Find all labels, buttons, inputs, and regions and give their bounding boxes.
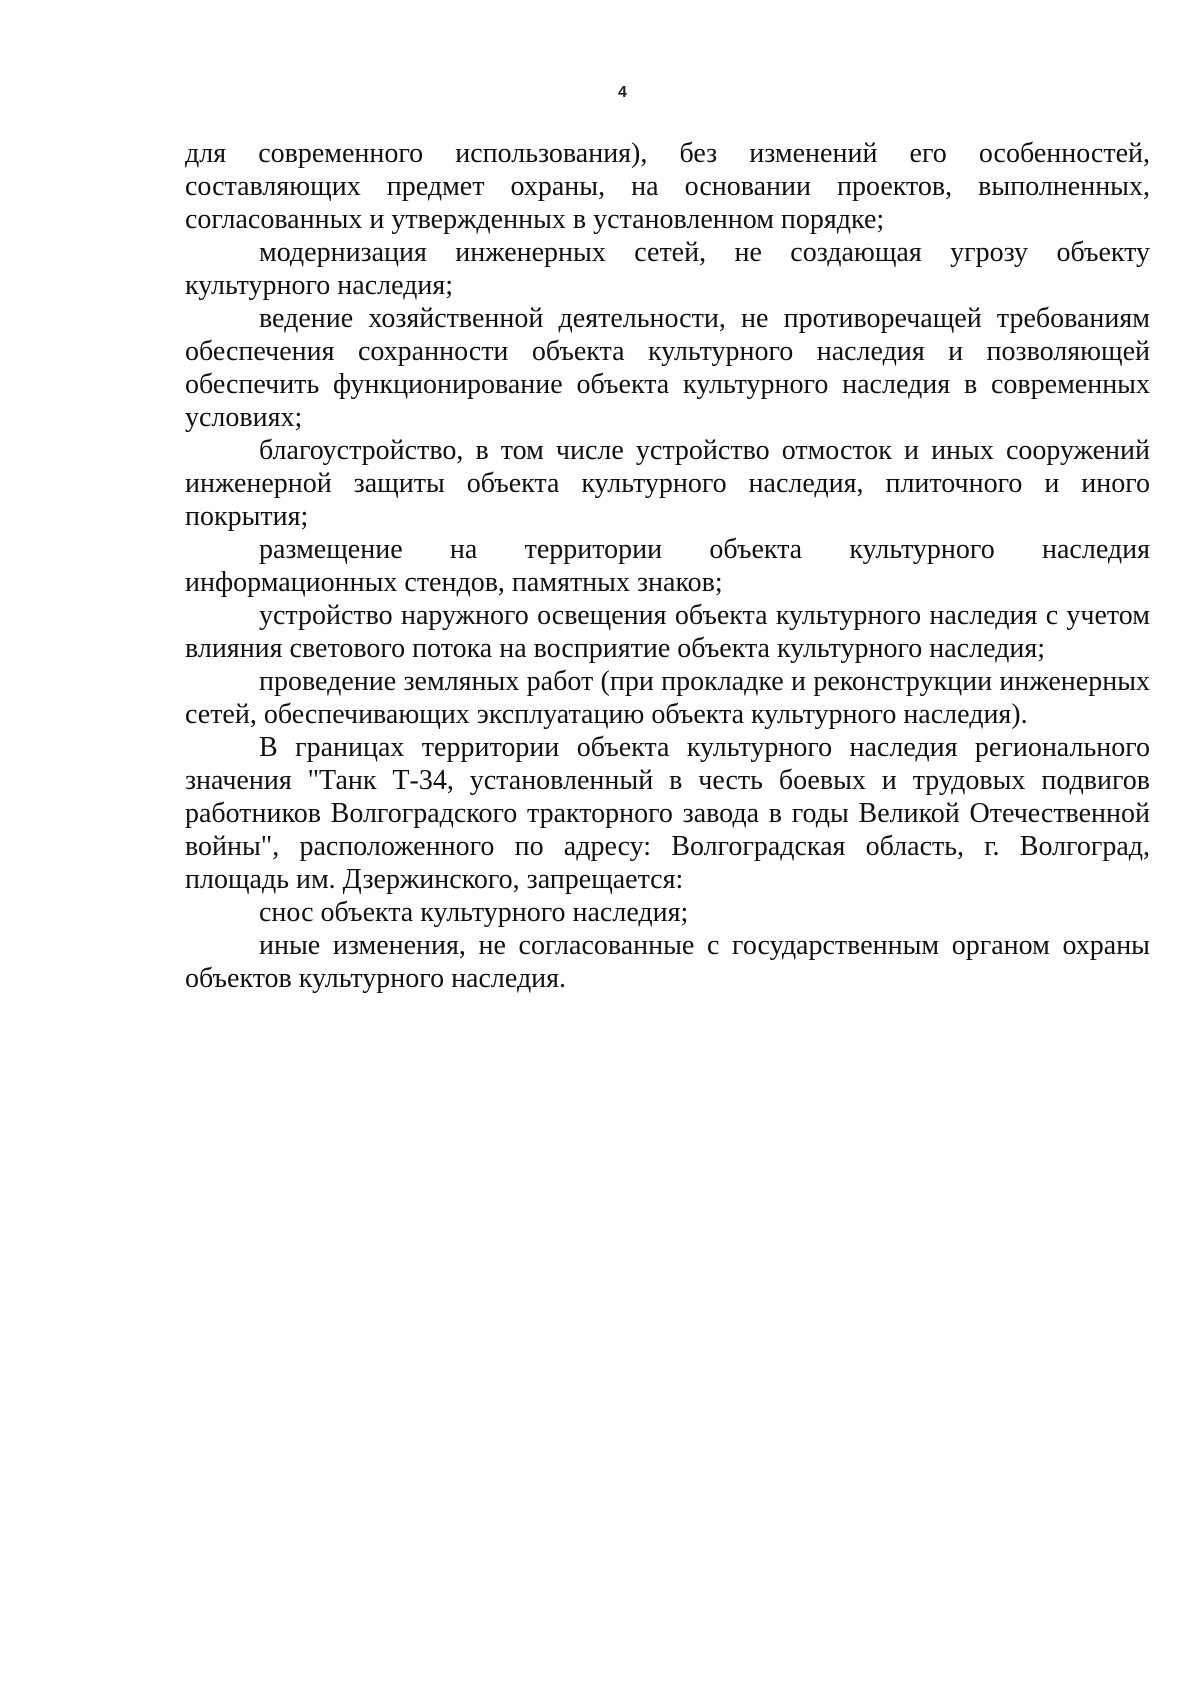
paragraph-other-changes: иные изменения, не согласованные с государственным органом охраны объектов культурного наследия. — [185, 930, 1150, 994]
document-body — [185, 137, 1150, 995]
paragraph-economic-activity: ведение хозяйственной деятельности, не противоречащей требованиям обеспечения сохранности объекта культурного наследия и позволяющей обеспечить функционирование объекта культурного наследия в современных условиях; — [185, 303, 1150, 433]
paragraph-engineering-networks: модернизация инженерных сетей, не создающая угрозу объекту культурного наследия; — [185, 237, 1150, 301]
paragraph-landscaping: благоустройство, в том числе устройство отмосток и иных сооружений инженерной защиты объекта культурного наследия, плиточного и иного покрытия; — [185, 435, 1150, 532]
paragraph-demolition: снос объекта культурного наследия; — [259, 897, 689, 928]
paragraph-outdoor-lighting: устройство наружного освещения объекта культурного наследия с учетом влияния светового потока на восприятие объекта культурного наследия; — [185, 600, 1150, 664]
paragraph-prohibitions-intro: В границах территории объекта культурного наследия регионального значения "Танк Т-34, установленный в честь боевых и трудовых подвигов работников Волгоградского тракторного завода в годы Великой Отечественной войны", расположенного по адресу: Волгоградская область, г. Волгоград, площадь им. Дзержинского, запрещается: — [185, 732, 1150, 895]
paragraph-continuation: для современного использования), без изменений его особенностей, составляющих предмет охраны, на основании проектов, выполненных, согласованных и утвержденных в установленном порядке; — [185, 138, 1150, 235]
page-number: 4 — [618, 84, 627, 101]
paragraph-information-stands: размещение на территории объекта культурного наследия информационных стендов, памятных знаков; — [185, 534, 1150, 598]
paragraph-earthworks: проведение земляных работ (при прокладке и реконструкции инженерных сетей, обеспечивающих эксплуатацию объекта культурного наследия). — [185, 666, 1150, 730]
